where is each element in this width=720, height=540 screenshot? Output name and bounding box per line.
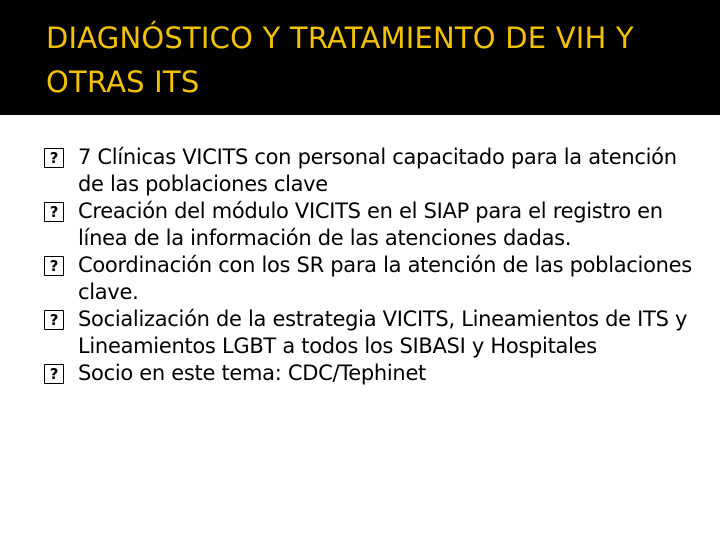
bullet-text: Coordinación con los SR para la atención de las poblaciones clave. (78, 253, 692, 304)
bullet-text: Socio en este tema: CDC/Tephinet (78, 361, 426, 385)
missing-glyph-icon: ? (44, 202, 64, 222)
bullet-list (44, 144, 694, 387)
title-bar (0, 0, 720, 115)
bullet-item-socio (44, 360, 694, 387)
bullet-item-socializacion (44, 306, 694, 360)
bullet-item-coordinacion (44, 252, 694, 306)
missing-glyph-icon: ? (44, 310, 64, 330)
bullet-text: Socialización de la estrategia VICITS, Lineamientos de ITS y Lineamientos LGBT a todos los SIBASI y Hospitales (78, 307, 688, 358)
missing-glyph-icon: ? (44, 148, 64, 168)
missing-glyph-icon: ? (44, 364, 64, 384)
bullet-text: 7 Clínicas VICITS con personal capacitado para la atención de las poblaciones clave (78, 145, 677, 196)
missing-glyph-icon: ? (44, 256, 64, 276)
bullet-item-modulo (44, 198, 694, 252)
slide-title: DIAGNÓSTICO Y TRATAMIENTO DE VIH Y OTRAS ITS (46, 21, 634, 99)
bullet-text: Creación del módulo VICITS en el SIAP para el registro en línea de la información de las atenciones dadas. (78, 199, 663, 250)
bullet-item-clinicas (44, 144, 694, 198)
